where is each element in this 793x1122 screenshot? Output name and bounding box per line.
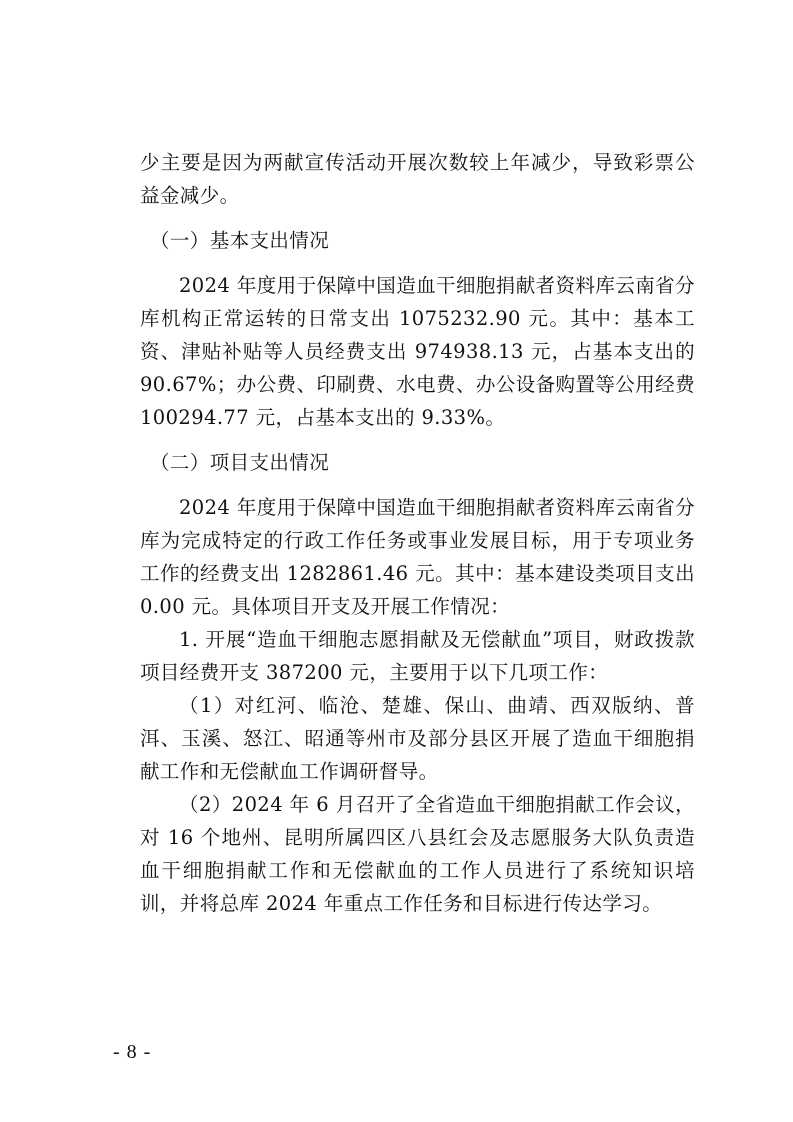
paragraph-work-item-2: （2）2024 年 6 月召开了全省造血干细胞捐献工作会议，对 16 个地州、昆明所属四区八县红会及志愿服务大队负责造血干细胞捐献工作和无偿献血的工作人员进行了系统知识培训，并将总库 2024 年重点工作任务和目标进行传达学习。 <box>140 793 695 915</box>
section-heading-project-expenditure: （二）项目支出情况 <box>150 451 330 474</box>
document-body <box>140 146 695 920</box>
paragraph-work-item-1: （1）对红河、临沧、楚雄、保山、曲靖、西双版纳、普洱、玉溪、怒江、昭通等州市及部分县区开展了造血干细胞捐献工作和无偿献血工作调研督导。 <box>140 694 695 783</box>
page-number: - 8 - <box>113 1041 152 1063</box>
paragraph-project-expenditure: 2024 年度用于保障中国造血干细胞捐献者资料库云南省分库为完成特定的行政工作任务或事业发展目标，用于专项业务工作的经费支出 1282861.46 元。其中：基本建设类项目支出 0.00 元。具体项目开支及开展工作情况： <box>140 496 695 618</box>
paragraph-project-item-1: 1. 开展“造血干细胞志愿捐献及无偿献血”项目，财政拨款项目经费开支 387200 元，主要用于以下几项工作： <box>140 628 695 684</box>
paragraph-basic-expenditure: 2024 年度用于保障中国造血干细胞捐献者资料库云南省分库机构正常运转的日常支出 1075232.90 元。其中：基本工资、津贴补贴等人员经费支出 974938.13 元，占基本支出的 90.67%；办公费、印刷费、水电费、办公设备购置等公用经费 100294.77 元，占基本支出的 9.33%。 <box>140 274 695 429</box>
paragraph-continuation: 少主要是因为两献宣传活动开展次数较上年减少，导致彩票公益金减少。 <box>140 151 695 207</box>
section-heading-basic-expenditure: （一）基本支出情况 <box>150 229 330 252</box>
